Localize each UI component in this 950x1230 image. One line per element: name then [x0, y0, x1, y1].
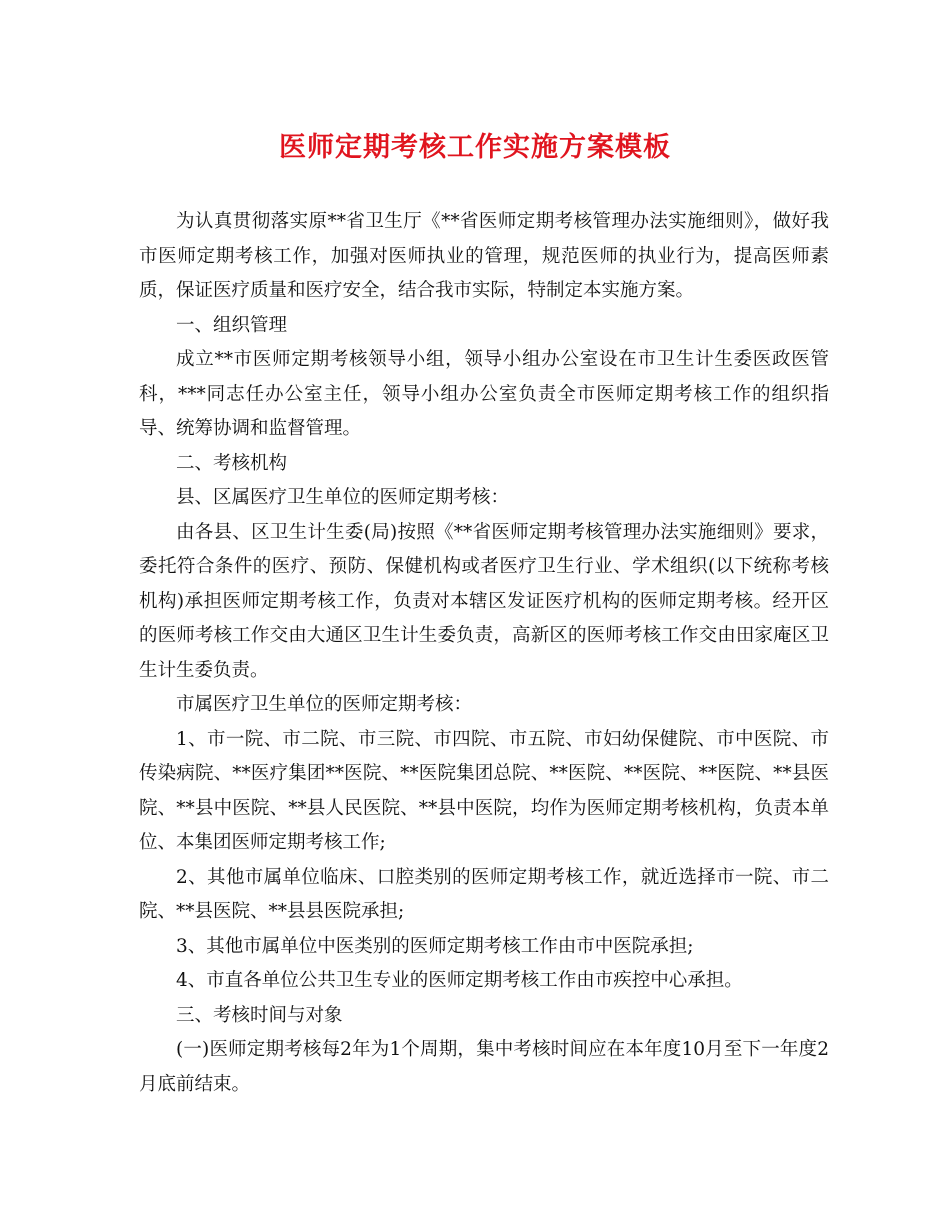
paragraph-county-units: 县、区属医疗卫生单位的医师定期考核：	[176, 487, 510, 508]
document-title: 医师定期考核工作实施方案模板	[279, 132, 671, 163]
paragraph-intro: 为认真贯彻落实原**省卫生厅《**省医师定期考核管理办法实施细则》，做好我市医师定期考核工作，加强对医师执业的管理，规范医师的执业行为，提高医师素质，保证医疗质量和医疗安全，结合我市实际，特制定本实施方案。	[139, 211, 829, 301]
section-heading-organization: 一、组织管理	[176, 314, 288, 336]
list-item-4: 4、市直各单位公共卫生专业的医师定期考核工作由市疾控中心承担。	[176, 970, 743, 991]
document-body	[139, 205, 829, 1102]
paragraph-city-units: 市属医疗卫生单位的医师定期考核：	[176, 694, 473, 715]
list-item-2: 2、其他市属单位临床、口腔类别的医师定期考核工作，就近选择市一院、市二院、**县医院、**县县医院承担;	[139, 866, 829, 922]
paragraph-organization: 成立**市医师定期考核领导小组，领导小组办公室设在市卫生计生委医政医管科，***同志任办公室主任，领导小组办公室负责全市医师定期考核工作的组织指导、统筹协调和监督管理。	[139, 349, 829, 439]
list-item-1: 1、市一院、市二院、市三院、市四院、市五院、市妇幼保健院、市中医院、市传染病院、**医疗集团**医院、**医院集团总院、**医院、**医院、**医院、**县医院、**县中医院、**县人民医院、**县中医院，均作为医师定期考核机构，负责本单位、本集团医师定期考核工作;	[139, 728, 829, 853]
paragraph-time: (一)医师定期考核每2年为1个周期，集中考核时间应在本年度10月至下一年度2月底前结束。	[139, 1039, 829, 1095]
list-item-3: 3、其他市属单位中医类别的医师定期考核工作由市中医院承担;	[176, 935, 694, 957]
paragraph-county-details: 由各县、区卫生计生委(局)按照《**省医师定期考核管理办法实施细则》要求，委托符合条件的医疗、预防、保健机构或者医疗卫生行业、学术组织(以下统称考核机构)承担医师定期考核工作，负责对本辖区发证医疗机构的医师定期考核。经开区的医师考核工作交由大通区卫生计生委负责，高新区的医师考核工作交由田家庵区卫生计生委负责。	[139, 521, 829, 681]
section-heading-time: 三、考核时间与对象	[176, 1004, 343, 1026]
section-heading-institutions: 二、考核机构	[176, 452, 288, 474]
